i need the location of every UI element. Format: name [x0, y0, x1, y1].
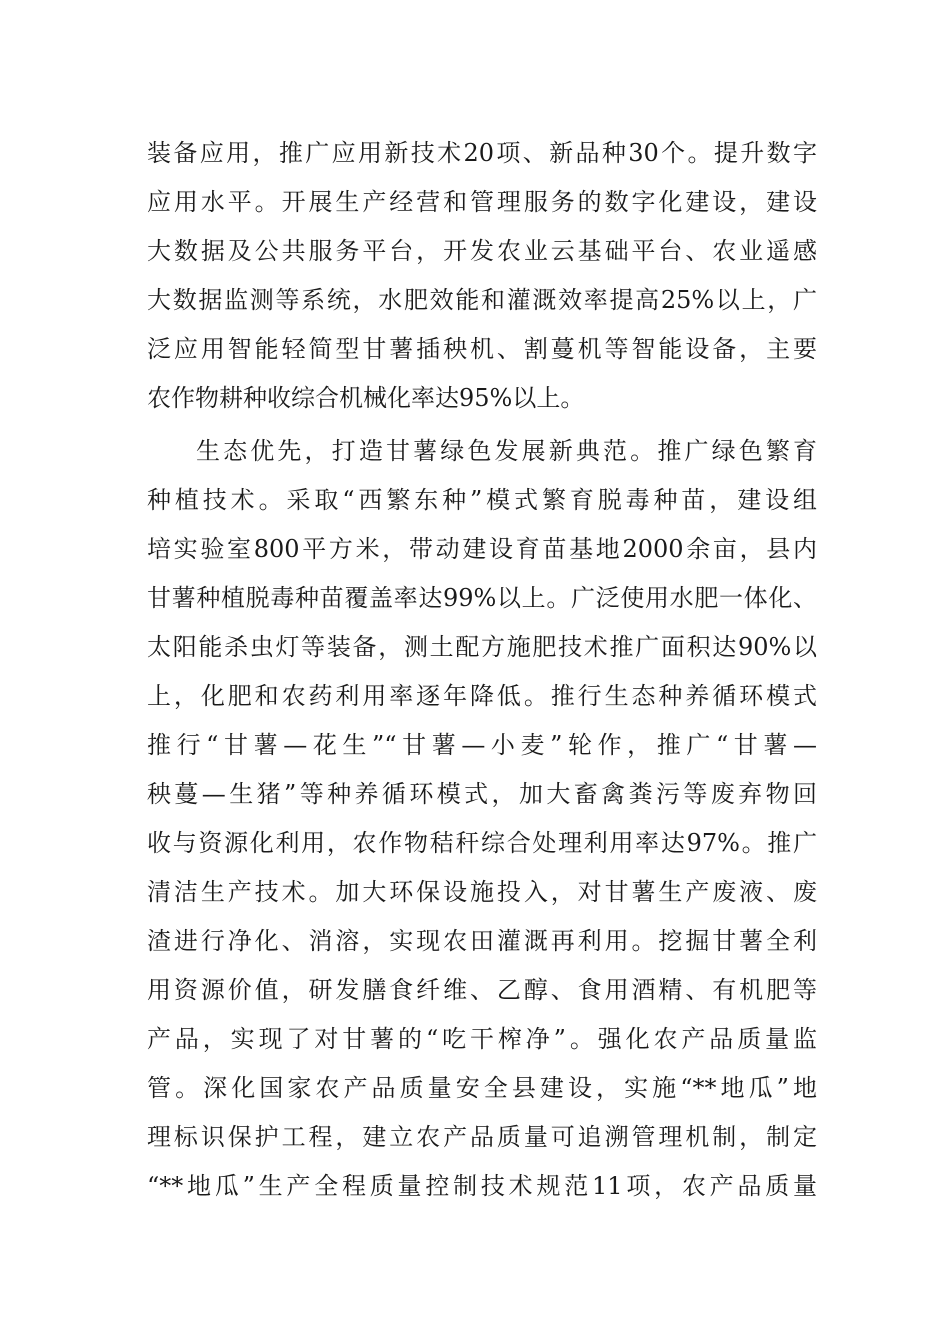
- text-line: 太阳能杀虫灯等装备，测土配方施肥技术推广面积达90%以: [147, 633, 817, 661]
- text-line: 大数据监测等系统，水肥效能和灌溉效率提高25%以上，广: [147, 286, 817, 314]
- text-line: 推行“甘薯—花生”“甘薯—小麦”轮作，推广“甘薯—: [147, 731, 817, 759]
- text-line: 应用水平。开展生产经营和管理服务的数字化建设，建设: [147, 188, 817, 216]
- text-line: 秧蔓—生猪”等种养循环模式，加大畜禽粪污等废弃物回: [147, 780, 817, 808]
- text-line: 理标识保护工程，建立农产品质量可追溯管理机制，制定: [147, 1123, 817, 1151]
- text-line: 大数据及公共服务平台，开发农业云基础平台、农业遥感: [147, 237, 817, 265]
- text-line: 装备应用，推广应用新技术20项、新品种30个。提升数字: [147, 139, 817, 167]
- text-line: 甘薯种植脱毒种苗覆盖率达99%以上。广泛使用水肥一体化、: [147, 584, 817, 612]
- text-line: 种植技术。采取“西繁东种”模式繁育脱毒种苗，建设组: [147, 486, 817, 514]
- text-line: 用资源价值，研发膳食纤维、乙醇、食用酒精、有机肥等: [147, 976, 817, 1004]
- text-line: “**地瓜”生产全程质量控制技术规范11项，农产品质量: [147, 1172, 817, 1200]
- text-line: 管。深化国家农产品质量安全县建设，实施“**地瓜”地: [147, 1074, 817, 1102]
- text-line: 培实验室800平方米，带动建设育苗基地2000余亩，县内: [147, 535, 817, 563]
- text-line: 渣进行净化、消溶，实现农田灌溉再利用。挖掘甘薯全利: [147, 927, 817, 955]
- text-line: 收与资源化利用，农作物秸秆综合处理利用率达97%。推广: [147, 829, 817, 857]
- text-line: 泛应用智能轻简型甘薯插秧机、割蔓机等智能设备，主要: [147, 335, 817, 363]
- text-line: 清洁生产技术。加大环保设施投入，对甘薯生产废液、废: [147, 878, 817, 906]
- text-line: 农作物耕种收综合机械化率达95%以上。: [147, 384, 585, 412]
- paragraph-first-line: 生态优先，打造甘薯绿色发展新典范。推广绿色繁育: [196, 437, 817, 465]
- text-line: 产品，实现了对甘薯的“吃干榨净”。强化农产品质量监: [147, 1025, 817, 1053]
- text-line: 上，化肥和农药利用率逐年降低。推行生态种养循环模式: [147, 682, 817, 710]
